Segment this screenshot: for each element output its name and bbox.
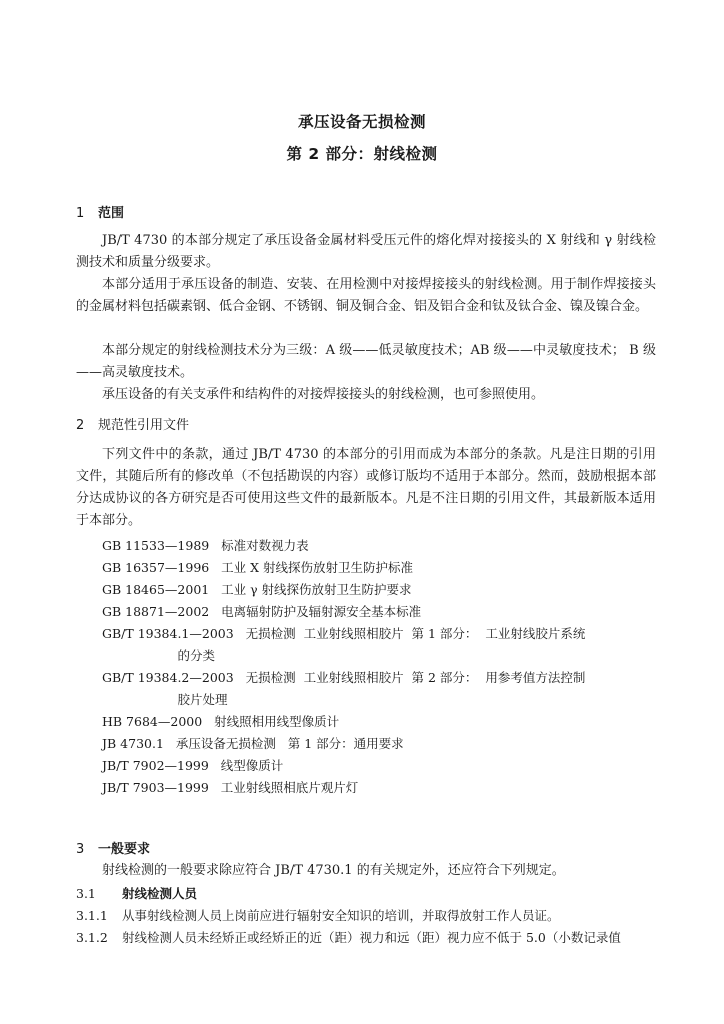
section-1-paragraph-2: 本部分适用于承压设备的制造、安装、在用检测中对接焊接接头的射线检测。用于制作焊接接头的金属材料包括碳素钢、低合金钢、不锈钢、铜及铜合金、铝及铝合金和钛及钛合金、镍及镍合金。 <box>76 277 656 314</box>
section-title: 范围 <box>98 206 125 221</box>
section-title: 一般要求 <box>98 842 151 857</box>
clause-text: 射线检测人员未经矫正或经矫正的近（距）视力和远（距）视力应不低于 5.0（小数记录值 <box>122 930 621 945</box>
section-number: 1 <box>76 206 85 221</box>
section-1-paragraph-4: 承压设备的有关支承件和结构件的对接焊接接头的射线检测，也可参照使用。 <box>102 387 545 402</box>
clause-3-1-1 <box>76 906 560 924</box>
reference-item: GB/T 19384.2—2003 无损检测 工业射线照相胶片 第 2 部分： 用参考值方法控制 <box>102 670 586 685</box>
section-1-paragraph-1: JB/T 4730 的本部分规定了承压设备金属材料受压元件的熔化焊对接接头的 X 射线和 γ 射线检测技术和质量分级要求。 <box>76 233 656 270</box>
clause-3-1-2 <box>76 928 621 946</box>
section-2-heading <box>76 414 189 433</box>
section-1-paragraph-3: 本部分规定的射线检测技术分为三级：A 级——低灵敏度技术；AB 级——中灵敏度技术； B 级——高灵敏度技术。 <box>76 343 656 380</box>
reference-item-continued: 胶片处理 <box>102 692 228 707</box>
section-2-paragraph-1: 下列文件中的条款，通过 JB/T 4730 的本部分的引用而成为本部分的条款。凡是注日期的引用文件，其随后所有的修改单（不包括勘误的内容）或修订版均不适用于本部分。然而，鼓励根据本部分达成协议的各方研究是否可使用这些文件的最新版本。凡是不注日期的引用文件，其最新版本适用于本部分。 <box>76 447 656 528</box>
document-subtitle: 第 2 部分：射线检测 <box>286 145 438 163</box>
subsection-title: 射线检测人员 <box>122 886 198 901</box>
reference-item: GB/T 19384.1—2003 无损检测 工业射线照相胶片 第 1 部分： 工业射线胶片系统 <box>102 626 586 641</box>
clause-number: 3.1.2 <box>76 930 108 945</box>
reference-item: GB 18871—2002 电离辐射防护及辐射源安全基本标准 <box>102 604 422 619</box>
section-3-heading <box>76 838 150 857</box>
clause-text: 从事射线检测人员上岗前应进行辐射安全知识的培训，并取得放射工作人员证。 <box>122 908 560 923</box>
section-number: 3 <box>76 842 85 857</box>
reference-item-continued: 的分类 <box>102 648 215 663</box>
subsection-number: 3.1 <box>76 886 96 901</box>
reference-item: GB 18465—2001 工业 γ 射线探伤放射卫生防护要求 <box>102 582 412 597</box>
reference-item: JB/T 7902—1999 线型像质计 <box>102 758 284 773</box>
reference-item: JB 4730.1 承压设备无损检测 第 1 部分：通用要求 <box>102 736 404 751</box>
reference-item: JB/T 7903—1999 工业射线照相底片观片灯 <box>102 780 359 795</box>
section-1-heading <box>76 202 124 221</box>
document-title: 承压设备无损检测 <box>297 113 426 131</box>
subsection-3-1-heading <box>76 884 197 902</box>
reference-item: GB 11533—1989 标准对数视力表 <box>102 538 309 553</box>
section-3-paragraph-1: 射线检测的一般要求除应符合 JB/T 4730.1 的有关规定外，还应符合下列规定。 <box>102 863 565 878</box>
section-title: 规范性引用文件 <box>98 418 190 433</box>
section-number: 2 <box>76 418 85 433</box>
reference-item: HB 7684—2000 射线照相用线型像质计 <box>102 714 340 729</box>
reference-item: GB 16357—1996 工业 X 射线探伤放射卫生防护标准 <box>102 560 413 575</box>
clause-number: 3.1.1 <box>76 908 108 923</box>
